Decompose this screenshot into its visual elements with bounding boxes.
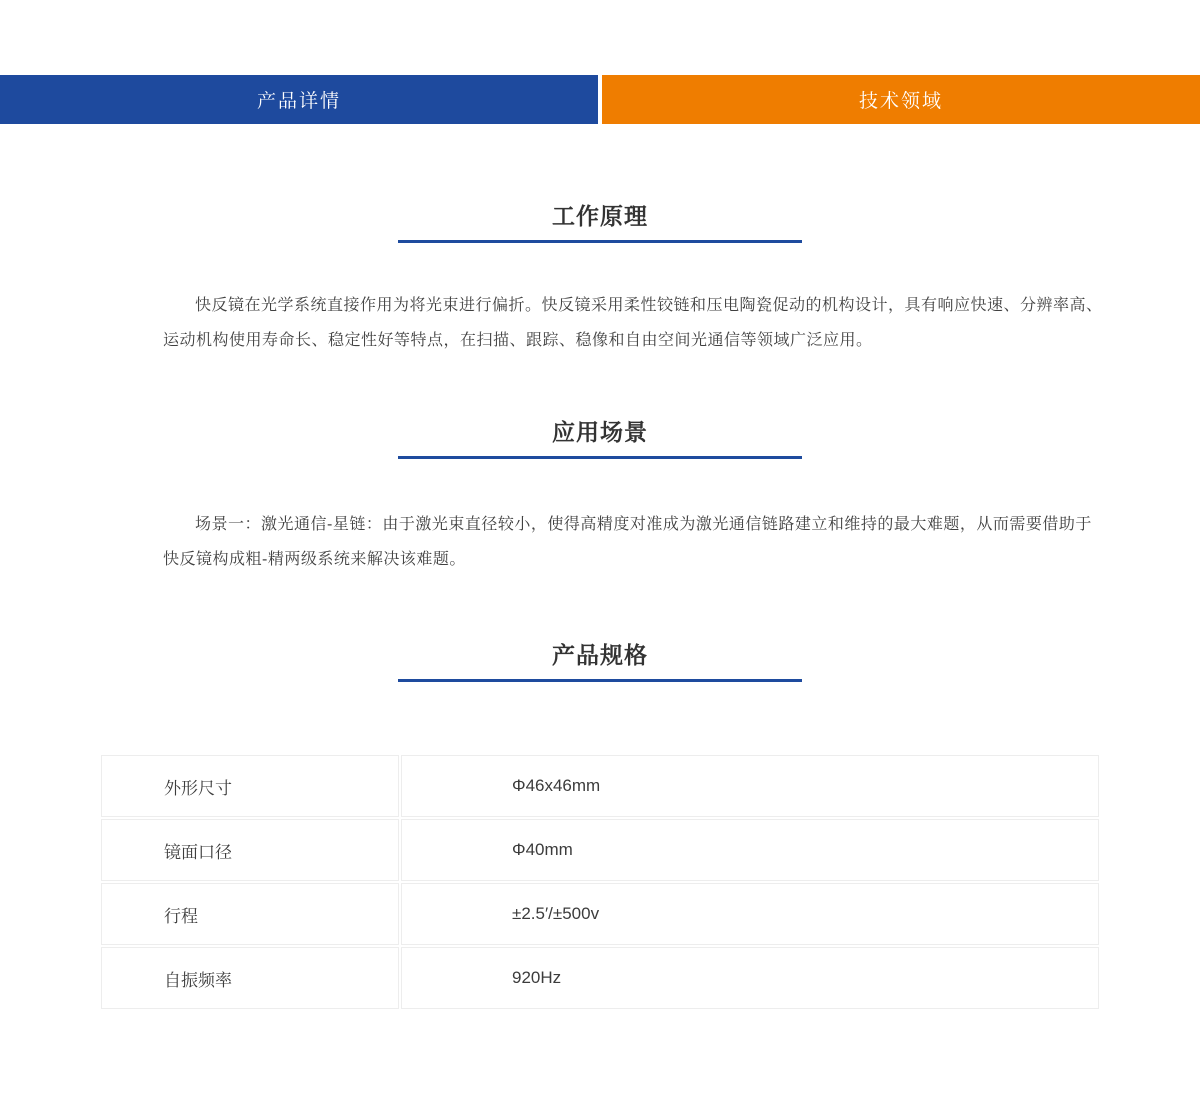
spec-value-dimensions: Φ46x46mm: [401, 755, 1099, 817]
spec-table: [99, 753, 1101, 1011]
section-title-product-spec: 产品规格: [552, 642, 648, 668]
spec-label-dimensions: 外形尺寸: [101, 755, 399, 817]
tab-tech-field[interactable]: 技术领域: [602, 75, 1200, 124]
table-row: [101, 755, 1099, 817]
section-underline: [398, 456, 802, 459]
tab-bar: [0, 75, 1200, 124]
section-product-spec-header: [0, 639, 1200, 682]
spec-label-mirror-aperture: 镜面口径: [101, 819, 399, 881]
spec-value-natural-frequency: 920Hz: [401, 947, 1099, 1009]
spec-label-travel: 行程: [101, 883, 399, 945]
tab-product-detail[interactable]: 产品详情: [0, 75, 598, 124]
spec-value-travel: ±2.5′/±500v: [401, 883, 1099, 945]
section-application-scenario-header: [0, 416, 1200, 459]
application-scenario-paragraph: 场景一：激光通信-星链：由于激光束直径较小，使得高精度对准成为激光通信链路建立和维持的最大难题，从而需要借助于快反镜构成粗-精两级系统来解决该难题。: [163, 516, 1092, 568]
table-row: [101, 819, 1099, 881]
spec-value-mirror-aperture: Φ40mm: [401, 819, 1099, 881]
working-principle-paragraph: 快反镜在光学系统直接作用为将光束进行偏折。快反镜采用柔性铰链和压电陶瓷促动的机构设计，具有响应快速、分辨率高、运动机构使用寿命长、稳定性好等特点，在扫描、跟踪、稳像和自由空间光通信等领域广泛应用。: [163, 297, 1103, 349]
section-title-application-scenario: 应用场景: [552, 419, 648, 445]
section-title-working-principle: 工作原理: [552, 203, 648, 229]
section-underline: [398, 679, 802, 682]
section-working-principle-header: [0, 200, 1200, 243]
table-row: [101, 883, 1099, 945]
spec-label-natural-frequency: 自振频率: [101, 947, 399, 1009]
table-row: [101, 947, 1099, 1009]
section-underline: [398, 240, 802, 243]
